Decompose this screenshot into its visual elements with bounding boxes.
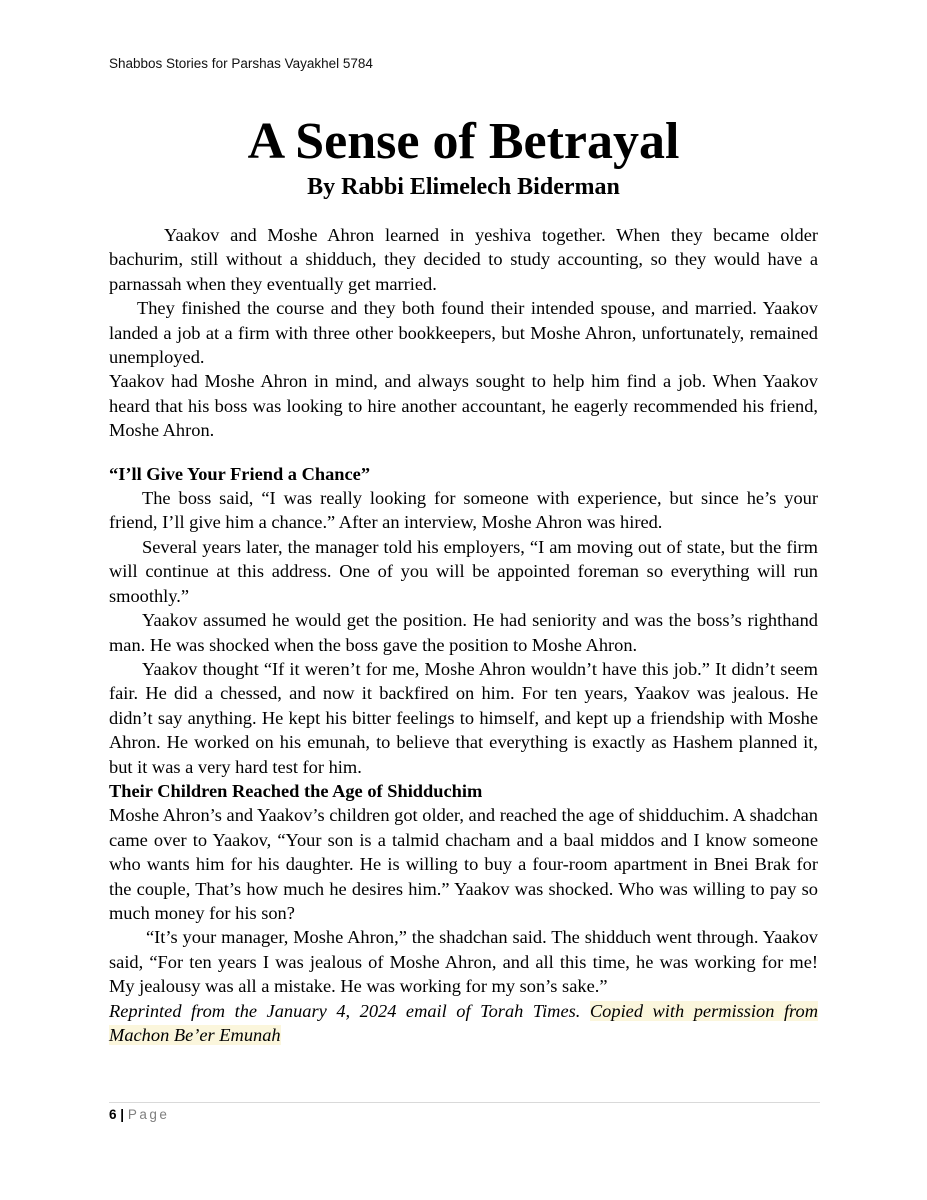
paragraph: Yaakov assumed he would get the position. He had seniority and was the boss’s righthand man. He was shocked when the boss gave the position to Moshe Ahron. xyxy=(109,610,818,655)
article-body xyxy=(109,223,818,1047)
paragraph: Yaakov thought “If it weren’t for me, Moshe Ahron wouldn’t have this job.” It didn’t seem fair. He did a chessed, and now it backfired on him. For ten years, Yaakov was jealous. He didn’t say anything. He kept his bitter feelings to himself, and kept up a friendship with Moshe Ahron. He worked on his emunah, to believe that everything is exactly as Hashem planned it, but it was a very hard test for him. xyxy=(109,658,818,777)
footer-separator: | xyxy=(120,1107,125,1122)
section-heading: “I’ll Give Your Friend a Chance” xyxy=(109,463,371,484)
page-footer xyxy=(109,1107,169,1122)
paragraph: Yaakov and Moshe Ahron learned in yeshiva together. When they became older bachurim, still without a shidduch, they decided to study accounting, so they would have a parnassah when they eventually get married. xyxy=(109,225,818,294)
credit-source: Reprinted from the January 4, 2024 email of Torah Times. xyxy=(109,1000,581,1021)
paragraph: Several years later, the manager told his employers, “I am moving out of state, but the firm will continue at this address. One of you will be appointed foreman so everything will run smoothly.” xyxy=(109,536,818,606)
paragraph: Yaakov had Moshe Ahron in mind, and always sought to help him find a job. When Yaakov heard that his boss was looking to hire another accountant, he eagerly recommended his friend, Moshe Ahron. xyxy=(109,371,818,441)
paragraph: “It’s your manager, Moshe Ahron,” the shadchan said. The shidduch went through. Yaakov said, “For ten years I was jealous of Moshe Ahron, and all this time, he was working for me! My jealousy was all a mistake. He was working for my son’s sake.” xyxy=(109,927,818,997)
running-header: Shabbos Stories for Parshas Vayakhel 5784 xyxy=(109,56,373,71)
reprint-credit xyxy=(109,999,818,1048)
footer-divider xyxy=(109,1102,820,1103)
paragraph: Moshe Ahron’s and Yaakov’s children got older, and reached the age of shidduchim. A shadchan came over to Yaakov, “Your son is a talmid chacham and a baal middos and I know someone who wants him for his daughter. He is willing to buy a four-room apartment in Bnei Brak for the couple, That’s how much he desires him.” Yaakov was shocked. Who was willing to pay so much money for his son? xyxy=(109,805,818,923)
article-title: A Sense of Betrayal xyxy=(247,113,680,170)
paragraph: They finished the course and they both found their intended spouse, and married. Yaakov landed a job at a firm with three other bookkeepers, but Moshe Ahron, unfortunately, remained unemployed. xyxy=(109,298,818,368)
article-byline: By Rabbi Elimelech Biderman xyxy=(307,174,620,200)
section-heading: Their Children Reached the Age of Shidduchim xyxy=(109,780,483,801)
page-label: Page xyxy=(127,1107,170,1122)
page-number: 6 xyxy=(109,1107,117,1122)
paragraph: The boss said, “I was really looking for someone with experience, but since he’s your friend, I’ll give him a chance.” After an interview, Moshe Ahron was hired. xyxy=(109,488,818,533)
credit-permission-highlight: Copied with permission from Machon Be’er Emunah xyxy=(109,1000,818,1045)
